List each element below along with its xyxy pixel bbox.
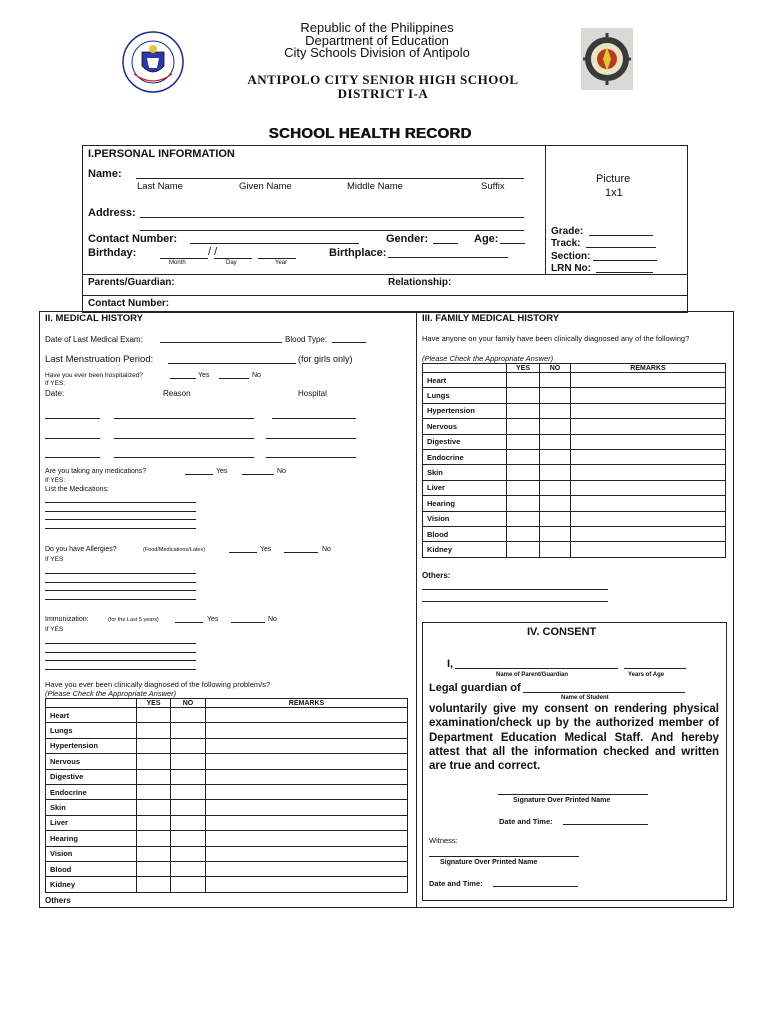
witness-date-label: Date and Time:	[429, 879, 483, 888]
row-kidney: Kidney	[46, 877, 137, 892]
allergies-question: Do you have Allergies?	[45, 546, 117, 553]
gender-field[interactable]	[433, 243, 458, 244]
fam-row-liver: Liver	[423, 480, 507, 495]
col-yes: YES	[137, 699, 171, 708]
year-caption: Year	[275, 260, 288, 266]
immunization-if-yes: If YES	[45, 626, 64, 633]
student-name-field[interactable]	[523, 692, 685, 693]
row-blood: Blood	[46, 861, 137, 876]
girls-only-label: (for girls only)	[298, 354, 353, 364]
witness-date-field[interactable]	[493, 886, 578, 887]
address-label: Address:	[88, 207, 136, 219]
family-heading: III. FAMILY MEDICAL HISTORY	[422, 313, 560, 324]
fam-col-remarks: REMARKS	[571, 364, 726, 373]
family-others-label: Others:	[422, 571, 451, 580]
name-label: Name:	[88, 168, 122, 180]
lrn-label: LRN No:	[551, 263, 591, 274]
fam-row-hearing: Hearing	[423, 496, 507, 511]
consent-body: voluntarily give my consent on rendering physical examination/check up by the authorized member of Department Education Medical Staff. And hereby attest that all the information checked and written are true and correct.	[429, 703, 719, 773]
header-republic: Republic of the Philippines	[300, 20, 454, 35]
section-field[interactable]	[593, 260, 657, 261]
immunization-no-field[interactable]	[231, 622, 265, 623]
fam-col-no: NO	[540, 364, 571, 373]
fam-row-hypertension: Hypertension	[423, 403, 507, 418]
medical-heading: II. MEDICAL HISTORY	[45, 313, 144, 324]
allergies-no: No	[322, 546, 331, 553]
age-field[interactable]	[500, 243, 525, 244]
grade-label: Grade:	[551, 226, 584, 237]
birthplace-field[interactable]	[388, 257, 508, 258]
contact-divider	[82, 295, 688, 296]
birthday-slashes: / /	[208, 246, 218, 258]
fam-row-vision: Vision	[423, 511, 507, 526]
row-nervous: Nervous	[46, 754, 137, 769]
col-no: NO	[171, 699, 206, 708]
row-endocrine: Endocrine	[46, 784, 137, 799]
contact-field[interactable]	[190, 243, 359, 244]
student-name-caption: Name of Student	[561, 695, 609, 701]
picture-size: 1x1	[605, 187, 623, 199]
diagnosed-question: Have you ever been clinically diagnosed of the following problem/s?	[45, 680, 271, 689]
row-hypertension: Hypertension	[46, 738, 137, 753]
hospital-column: Hospital	[298, 389, 327, 398]
age-label: Age:	[474, 233, 499, 245]
family-question: Have anyone on your family have been clinically diagnosed any of the following?	[422, 334, 690, 343]
contact-label: Contact Number:	[88, 233, 178, 245]
immunization-question: Immunization:	[45, 616, 89, 623]
menstruation-label: Last Menstruation Period:	[45, 354, 154, 365]
family-others-field-2[interactable]	[422, 601, 608, 602]
allergies-yes: Yes	[260, 546, 272, 553]
fam-row-kidney: Kidney	[423, 542, 507, 557]
school-district: DISTRICT I-A	[337, 86, 429, 101]
family-others-field-1[interactable]	[422, 589, 608, 590]
hospitalized-no: No	[252, 372, 261, 379]
consent-i-label: I,	[447, 658, 454, 670]
witness-label: Witness:	[429, 836, 458, 845]
col-remarks: REMARKS	[206, 699, 408, 708]
grade-field[interactable]	[589, 235, 653, 236]
diagnosed-check-note: (Please Check the Appropriate Answer)	[45, 689, 177, 698]
row-skin: Skin	[46, 800, 137, 815]
consent-heading: IV. CONSENT	[527, 626, 597, 638]
reason-column: Reason	[163, 389, 191, 398]
day-caption: Day	[226, 260, 237, 266]
allergies-no-field[interactable]	[284, 552, 318, 553]
medications-if-yes: If YES:	[45, 477, 66, 484]
witness-signature-caption: Signature Over Printed Name	[440, 859, 538, 866]
date-time-field[interactable]	[563, 824, 648, 825]
personal-diagnosis-table	[45, 698, 408, 893]
track-label: Track:	[551, 238, 581, 249]
fam-row-heart: Heart	[423, 373, 507, 388]
middle-name-caption: Middle Name	[347, 181, 403, 192]
family-diagnosis-table	[422, 363, 726, 558]
medications-yes-field[interactable]	[185, 474, 213, 475]
blood-type-field[interactable]	[332, 342, 366, 343]
witness-signature-field[interactable]	[429, 856, 579, 857]
hospitalized-question: Have you ever been hospitalized?	[45, 372, 143, 379]
month-caption: Month	[169, 260, 186, 266]
row-lungs: Lungs	[46, 723, 137, 738]
immunization-no: No	[268, 616, 277, 623]
fam-col-yes: YES	[507, 364, 540, 373]
medications-no: No	[277, 468, 286, 475]
birthday-label: Birthday:	[88, 247, 137, 259]
birthplace-label: Birthplace:	[329, 247, 387, 259]
address-field[interactable]	[140, 217, 524, 218]
header-deped: Department of Education	[305, 33, 449, 48]
row-hearing: Hearing	[46, 831, 137, 846]
family-check-note: (Please Check the Appropriate Answer)	[422, 354, 554, 363]
lrn-field[interactable]	[596, 272, 653, 273]
allergies-if-yes: If YES	[45, 556, 64, 563]
hospitalized-yes-field[interactable]	[170, 378, 196, 379]
contact2-label: Contact Number:	[88, 298, 170, 309]
parents-divider	[82, 274, 688, 275]
hospitalized-yes: Yes	[198, 372, 210, 379]
fam-row-blood: Blood	[423, 526, 507, 541]
school-name: ANTIPOLO CITY SENIOR HIGH SCHOOL	[247, 72, 519, 87]
gender-label: Gender:	[386, 233, 429, 245]
allergies-yes-field[interactable]	[229, 552, 257, 553]
medications-yes: Yes	[216, 468, 228, 475]
years-age-caption: Years of Age	[628, 672, 665, 678]
row-digestive: Digestive	[46, 769, 137, 784]
parent-name-field[interactable]	[455, 668, 618, 669]
date-column: Date:	[45, 389, 65, 398]
name-field[interactable]	[136, 178, 524, 179]
page-title: SCHOOL HEALTH RECORD	[268, 125, 472, 142]
given-name-caption: Given Name	[239, 181, 292, 192]
allergies-note: (Food/Medications/Latex)	[143, 547, 206, 553]
list-medications-label: List the Medications:	[45, 486, 109, 493]
hospitalized-no-field[interactable]	[219, 378, 249, 379]
row-heart: Heart	[46, 708, 137, 723]
last-exam-field[interactable]	[160, 342, 282, 343]
birthday-year-field[interactable]	[258, 258, 296, 259]
track-field[interactable]	[586, 247, 656, 248]
fam-row-digestive: Digestive	[423, 434, 507, 449]
menstruation-field[interactable]	[168, 363, 296, 364]
relationship-label: Relationship:	[388, 277, 452, 288]
hospitalized-if-yes: If YES:	[45, 380, 66, 387]
address-field-2[interactable]	[140, 230, 524, 231]
legal-guardian-label: Legal guardian of	[429, 682, 521, 694]
parents-label: Parents/Guardian:	[88, 277, 175, 288]
medications-question: Are you taking any medications?	[45, 468, 147, 475]
medical-others-label: Others	[45, 896, 71, 905]
birthday-month-field[interactable]	[160, 258, 208, 259]
last-exam-label: Date of Last Medical Exam:	[45, 335, 143, 344]
date-time-label: Date and Time:	[499, 817, 553, 826]
fam-row-nervous: Nervous	[423, 419, 507, 434]
header-division: City Schools Division of Antipolo	[284, 45, 470, 60]
signature-caption: Signature Over Printed Name	[513, 797, 611, 804]
last-name-caption: Last Name	[137, 181, 183, 192]
medications-no-field[interactable]	[242, 474, 274, 475]
section-label: Section:	[551, 251, 591, 262]
fam-row-endocrine: Endocrine	[423, 449, 507, 464]
row-liver: Liver	[46, 815, 137, 830]
fam-row-skin: Skin	[423, 465, 507, 480]
parent-age-field[interactable]	[624, 668, 686, 669]
immunization-note: (for the Last 5 years)	[108, 617, 159, 623]
immunization-yes: Yes	[207, 616, 219, 623]
picture-divider	[545, 145, 546, 275]
parent-name-caption: Name of Parent/Guardian	[496, 672, 569, 678]
immunization-yes-field[interactable]	[175, 622, 203, 623]
suffix-caption: Suffix	[481, 181, 505, 192]
birthday-day-field[interactable]	[214, 258, 252, 259]
personal-heading: I.PERSONAL INFORMATION	[88, 148, 235, 160]
blood-type-label: Blood Type:	[285, 335, 328, 344]
picture-label: Picture	[596, 173, 631, 185]
row-vision: Vision	[46, 846, 137, 861]
fam-row-lungs: Lungs	[423, 388, 507, 403]
signature-field[interactable]	[498, 794, 648, 795]
